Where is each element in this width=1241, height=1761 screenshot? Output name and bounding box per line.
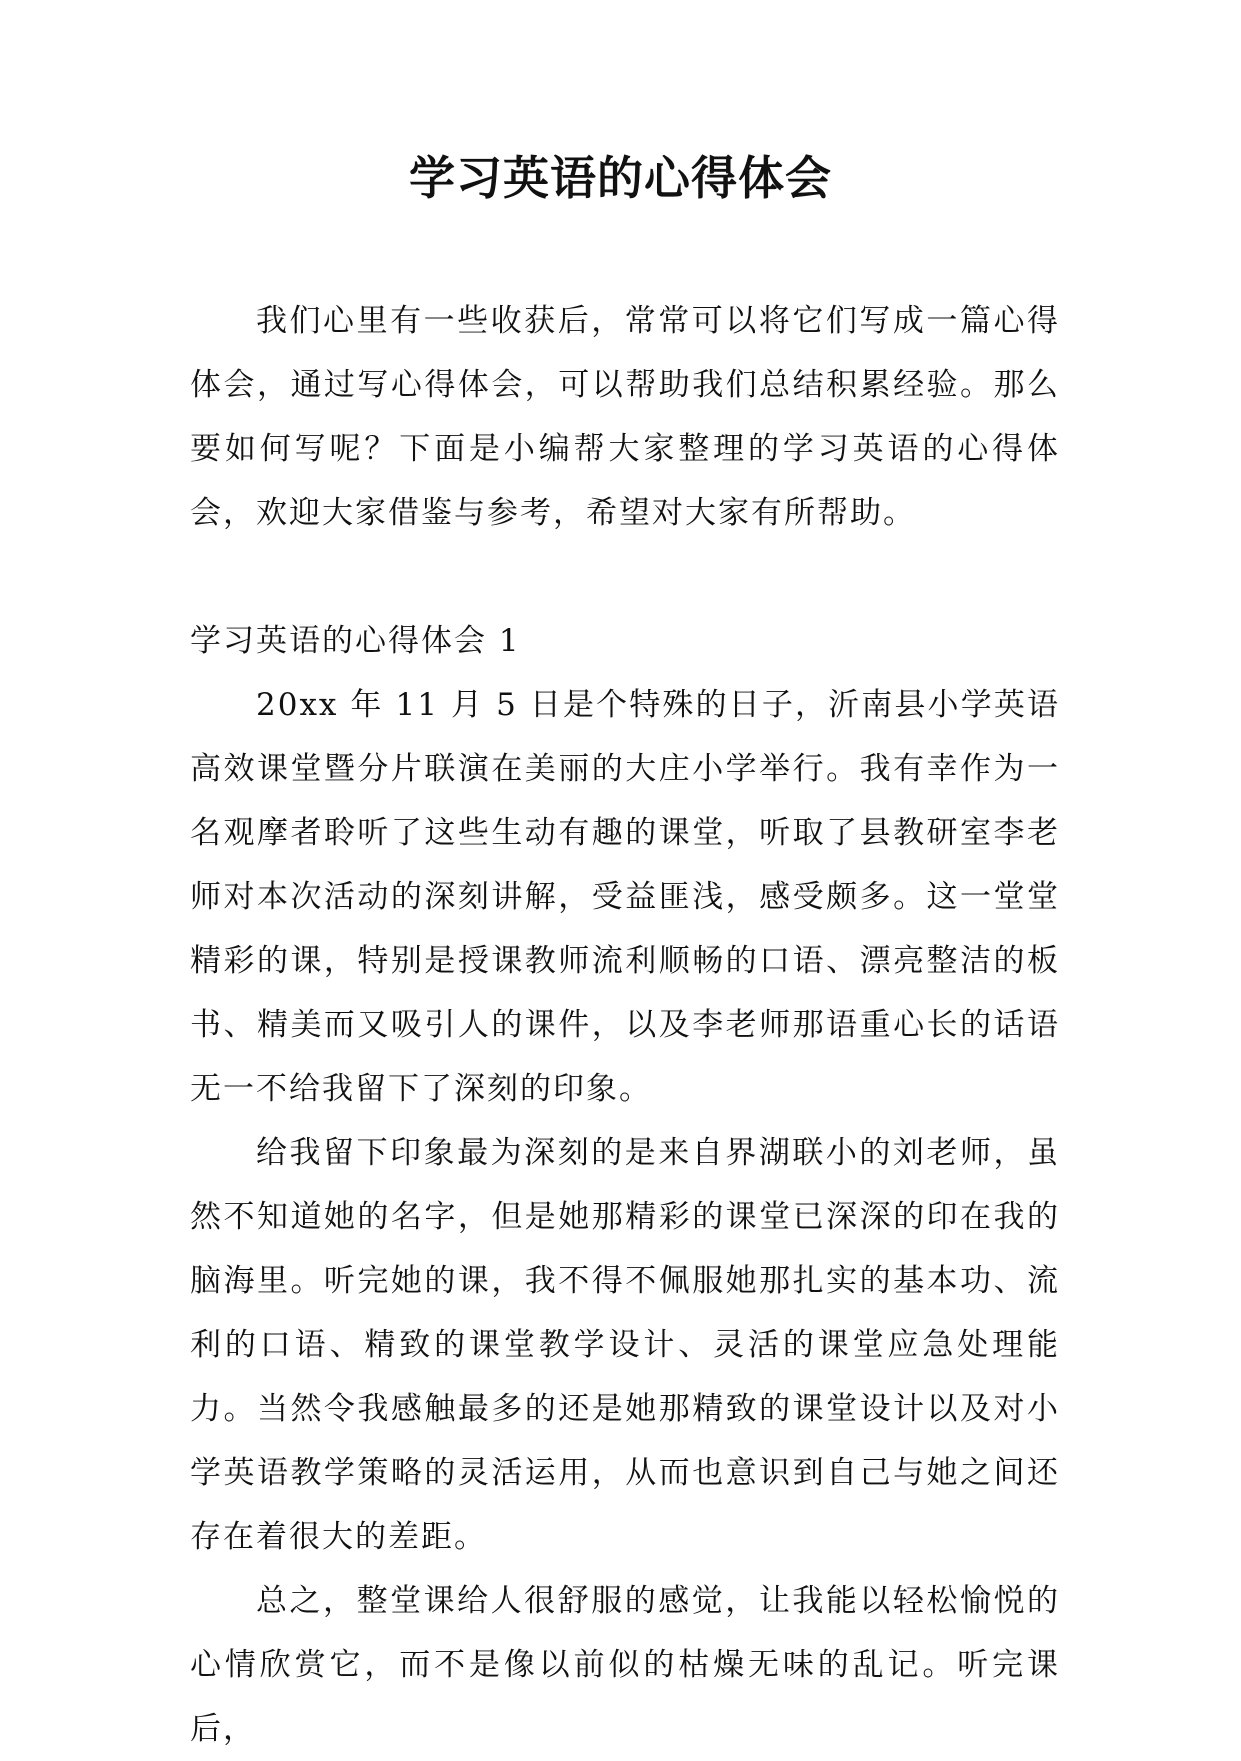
body-paragraph-3: 总之，整堂课给人很舒服的感觉，让我能以轻松愉悦的心情欣赏它，而不是像以前似的枯燥无味的乱记。听完课后， [190,1583,1060,1747]
document-body [190,289,1060,1761]
body-paragraph-1: 20xx 年 11 月 5 日是个特殊的日子，沂南县小学英语高效课堂暨分片联演在美丽的大庄小学举行。我有幸作为一名观摩者聆听了这些生动有趣的课堂，听取了县教研室李老师对本次活动的深刻讲解，受益匪浅，感受颇多。这一堂堂精彩的课，特别是授课教师流利顺畅的口语、漂亮整洁的板书、精美而又吸引人的课件，以及李老师那语重心长的话语无一不给我留下了深刻的印象。 [190,687,1060,1107]
intro-paragraph: 我们心里有一些收获后，常常可以将它们写成一篇心得体会，通过写心得体会，可以帮助我们总结积累经验。那么要如何写呢？下面是小编帮大家整理的学习英语的心得体会，欢迎大家借鉴与参考，希望对大家有所帮助。 [190,303,1060,531]
section-heading: 学习英语的心得体会 1 [190,623,521,659]
document-title: 学习英语的心得体会 [409,151,832,205]
body-paragraph-2: 给我留下印象最为深刻的是来自界湖联小的刘老师，虽然不知道她的名字，但是她那精彩的课堂已深深的印在我的脑海里。听完她的课，我不得不佩服她那扎实的基本功、流利的口语、精致的课堂教学设计、灵活的课堂应急处理能力。当然令我感触最多的还是她那精致的课堂设计以及对小学英语教学策略的灵活运用，从而也意识到自己与她之间还存在着很大的差距。 [190,1135,1060,1555]
